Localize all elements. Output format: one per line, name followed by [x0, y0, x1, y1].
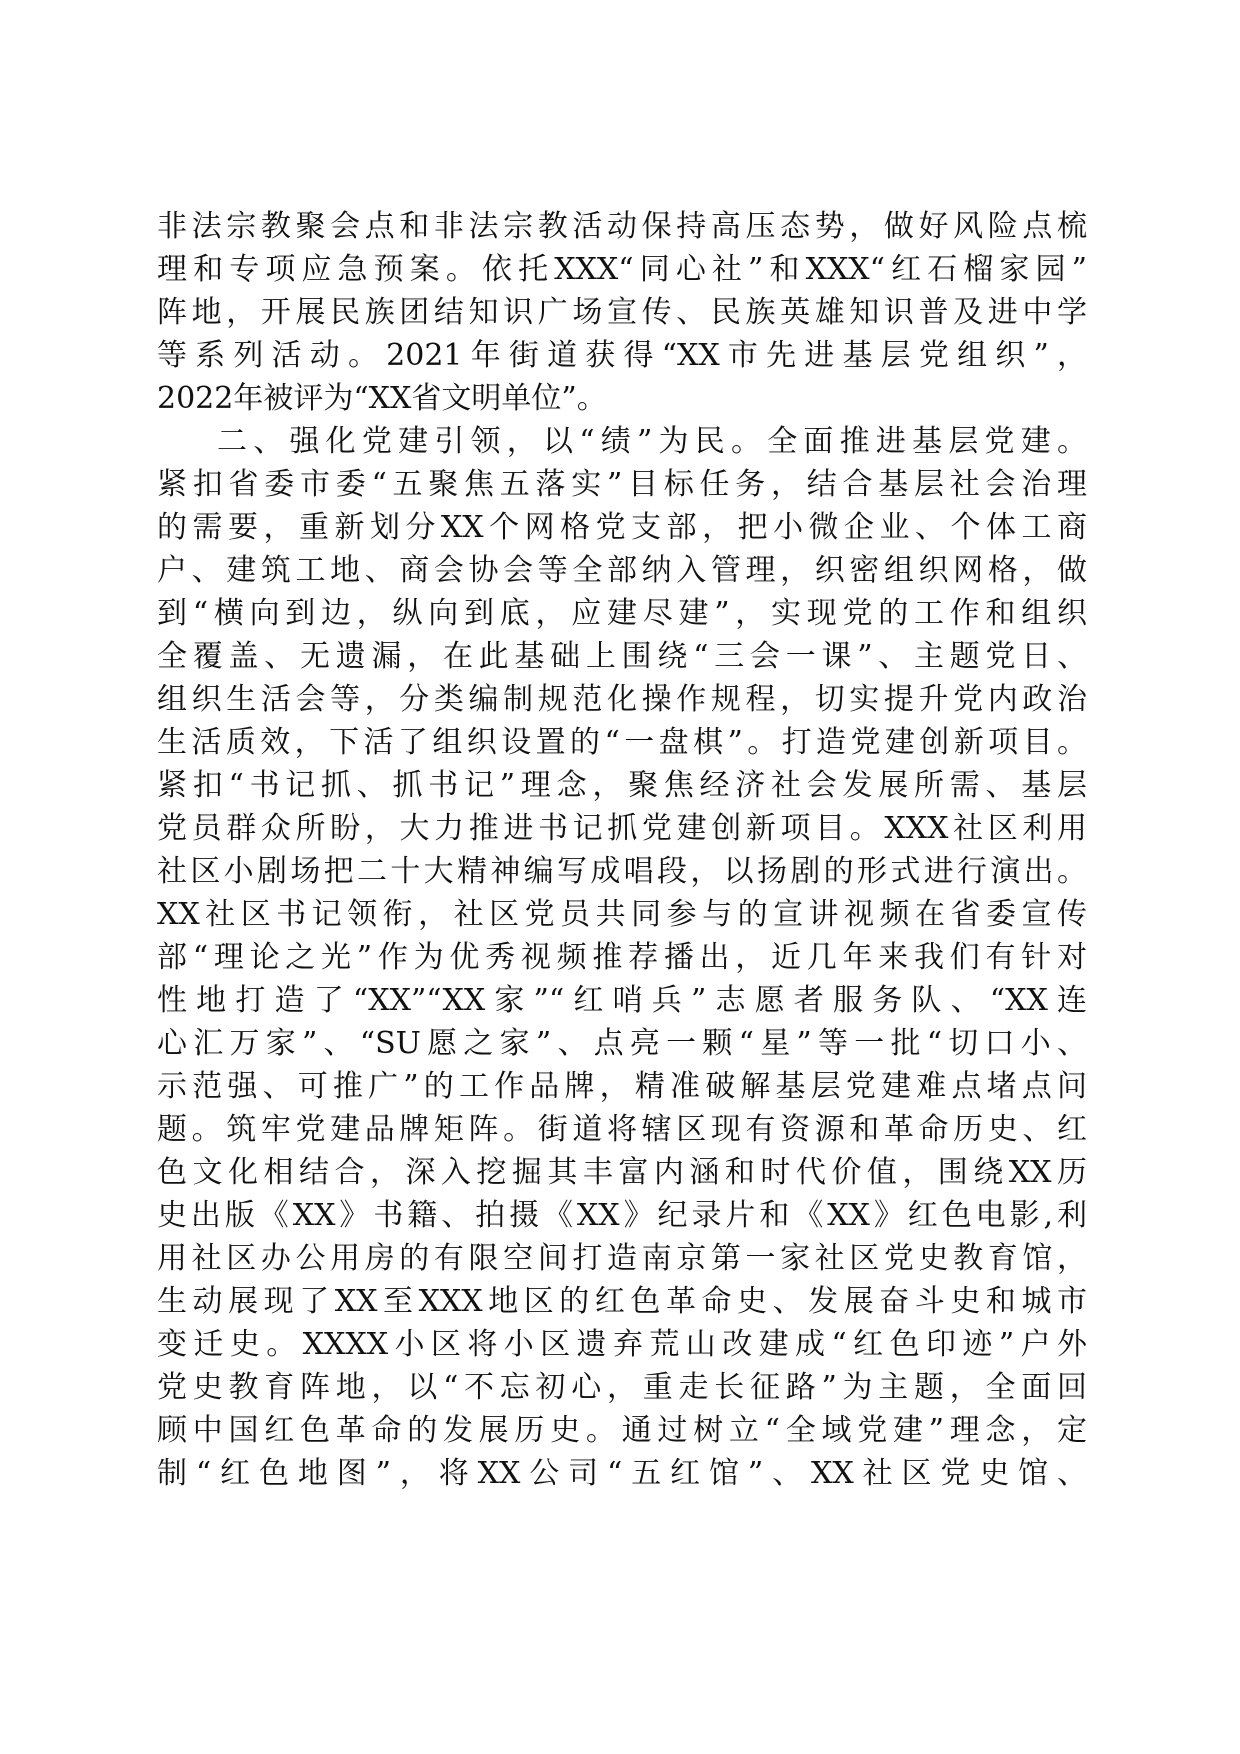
- text-line: 性地打造了“XX”“XX家”“红哨兵”志愿者服务队、“XX连: [157, 983, 1087, 1018]
- paragraph-1: [157, 205, 1087, 420]
- text-line: 党员群众所盼，大力推进书记抓党建创新项目。XXX社区利用: [157, 811, 1087, 846]
- text-line: 等系列活动。2021年街道获得“XX市先进基层党组织”，: [157, 338, 1087, 373]
- text-line: 生活质效，下活了组织设置的“一盘棋”。打造党建创新项目。: [157, 725, 1087, 760]
- text-line: 心汇万家”、“SU愿之家”、点亮一颗“星”等一批“切口小、: [157, 1026, 1087, 1061]
- text-line: 的需要，重新划分XX个网格党支部，把小微企业、个体工商: [157, 510, 1087, 545]
- text-line: 二、强化党建引领，以“绩”为民。全面推进基层党建。: [217, 424, 1087, 459]
- text-line: 阵地，开展民族团结知识广场宣传、民族英雄知识普及进中学: [157, 295, 1087, 330]
- document-body: [157, 205, 1087, 1495]
- text-line: 理和专项应急预案。依托XXX“同心社”和XXX“红石榴家园”: [157, 252, 1087, 287]
- text-line: 生动展现了XX至XXX地区的红色革命史、发展奋斗史和城市: [157, 1284, 1087, 1319]
- text-line: 紧扣省委市委“五聚焦五落实”目标任务，结合基层社会治理: [157, 467, 1087, 502]
- text-line: 非法宗教聚会点和非法宗教活动保持高压态势，做好风险点梳: [157, 209, 1087, 244]
- text-line: 党史教育阵地，以“不忘初心，重走长征路”为主题，全面回: [157, 1370, 1087, 1405]
- text-line: 示范强、可推广”的工作品牌，精准破解基层党建难点堵点问: [157, 1069, 1087, 1104]
- text-line: 2022年被评为“XX省文明单位”。: [157, 381, 607, 416]
- text-line: 全覆盖、无遗漏，在此基础上围绕“三会一课”、主题党日、: [157, 639, 1087, 674]
- text-line: 用社区办公用房的有限空间打造南京第一家社区党史教育馆，: [157, 1241, 1087, 1276]
- text-line: 社区小剧场把二十大精神编写成唱段，以扬剧的形式进行演出。: [157, 854, 1087, 889]
- text-line: XX社区书记领衔，社区党员共同参与的宣讲视频在省委宣传: [157, 897, 1087, 932]
- text-line: 顾中国红色革命的发展历史。通过树立“全域党建”理念，定: [157, 1413, 1087, 1448]
- text-line: 制“红色地图”，将XX公司“五红馆”、XX社区党史馆、: [157, 1456, 1087, 1491]
- text-line: 色文化相结合，深入挖掘其丰富内涵和时代价值，围绕XX历: [157, 1155, 1087, 1190]
- text-line: 到“横向到边，纵向到底，应建尽建”，实现党的工作和组织: [157, 596, 1087, 631]
- text-line: 史出版《XX》书籍、拍摄《XX》纪录片和《XX》红色电影,利: [157, 1198, 1087, 1233]
- text-line: 组织生活会等，分类编制规范化操作规程，切实提升党内政治: [157, 682, 1087, 717]
- paragraph-2: [157, 420, 1087, 1495]
- text-line: 紧扣“书记抓、抓书记”理念，聚焦经济社会发展所需、基层: [157, 768, 1087, 803]
- text-line: 部“理论之光”作为优秀视频推荐播出，近几年来我们有针对: [157, 940, 1087, 975]
- text-line: 变迁史。XXXX小区将小区遗弃荒山改建成“红色印迹”户外: [157, 1327, 1087, 1362]
- text-line: 户、建筑工地、商会协会等全部纳入管理，织密组织网格，做: [157, 553, 1087, 588]
- text-line: 题。筑牢党建品牌矩阵。街道将辖区现有资源和革命历史、红: [157, 1112, 1087, 1147]
